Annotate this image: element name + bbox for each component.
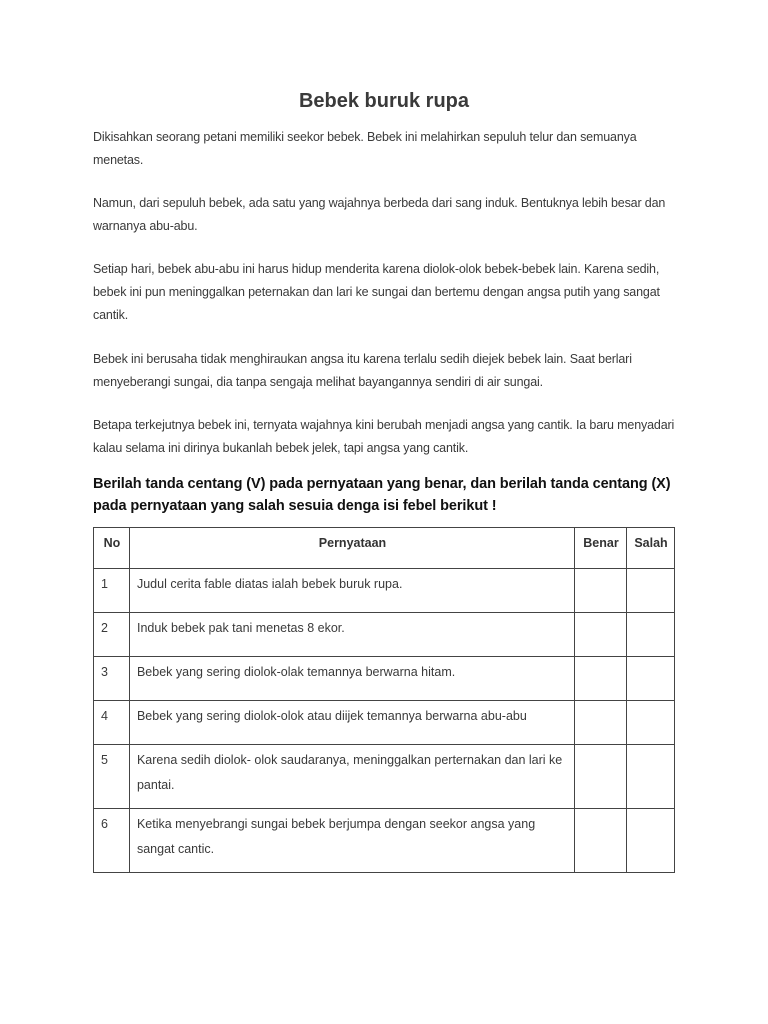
header-no: No xyxy=(94,528,130,569)
row-statement: Karena sedih diolok- olok saudaranya, meninggalkan perternakan dan lari ke pantai. xyxy=(129,745,574,809)
row-number: 4 xyxy=(94,701,130,745)
benar-answer-cell[interactable] xyxy=(575,809,627,873)
salah-answer-cell[interactable] xyxy=(627,745,675,809)
story-paragraph-1: Dikisahkan seorang petani memiliki seekor bebek. Bebek ini melahirkan sepuluh telur dan semuanya menetas. xyxy=(93,130,637,167)
salah-answer-cell[interactable] xyxy=(627,657,675,701)
header-statement: Pernyataan xyxy=(129,528,574,569)
row-number: 3 xyxy=(94,657,130,701)
document-title: Bebek buruk rupa xyxy=(298,90,470,112)
row-statement: Induk bebek pak tani menetas 8 ekor. xyxy=(129,613,574,657)
table-row xyxy=(94,701,675,745)
table-row xyxy=(94,613,675,657)
row-number: 1 xyxy=(94,569,130,613)
story-paragraph-3: Setiap hari, bebek abu-abu ini harus hidup menderita karena diolok-olok bebek-bebek lain. Karena sedih, bebek ini pun meninggalkan peternakan dan lari ke sungai dan bertemu dengan angsa putih yang sangat cantik. xyxy=(93,262,660,322)
quiz-instruction: Berilah tanda centang (V) pada pernyataan yang benar, dan berilah tanda centang (X) pada pernyataan yang salah sesuia denga isi febel berikut ! xyxy=(93,476,671,514)
row-statement: Ketika menyebrangi sungai bebek berjumpa dengan seekor angsa yang sangat cantic. xyxy=(129,809,574,873)
row-number: 6 xyxy=(94,809,130,873)
row-statement: Judul cerita fable diatas ialah bebek buruk rupa. xyxy=(129,569,574,613)
salah-answer-cell[interactable] xyxy=(627,569,675,613)
story-paragraph-4: Bebek ini berusaha tidak menghiraukan angsa itu karena terlalu sedih diejek bebek lain. Saat berlari menyeberangi sungai, dia tanpa sengaja melihat bayangannya sendiri di air sungai. xyxy=(93,352,632,389)
table-header-row xyxy=(94,528,675,569)
header-salah: Salah xyxy=(627,528,675,569)
row-statement: Bebek yang sering diolok-olak temannya berwarna hitam. xyxy=(129,657,574,701)
table-row xyxy=(94,745,675,809)
story-paragraph-2: Namun, dari sepuluh bebek, ada satu yang wajahnya berbeda dari sang induk. Bentuknya lebih besar dan warnanya abu-abu. xyxy=(93,196,666,233)
header-benar: Benar xyxy=(575,528,627,569)
table-row xyxy=(94,809,675,873)
salah-answer-cell[interactable] xyxy=(627,809,675,873)
salah-answer-cell[interactable] xyxy=(627,701,675,745)
row-number: 2 xyxy=(94,613,130,657)
table-row xyxy=(94,569,675,613)
row-number: 5 xyxy=(94,745,130,809)
quiz-table xyxy=(93,527,675,873)
benar-answer-cell[interactable] xyxy=(575,701,627,745)
benar-answer-cell[interactable] xyxy=(575,745,627,809)
row-statement: Bebek yang sering diolok-olok atau diijek temannya berwarna abu-abu xyxy=(129,701,574,745)
salah-answer-cell[interactable] xyxy=(627,613,675,657)
story-paragraph-5: Betapa terkejutnya bebek ini, ternyata wajahnya kini berubah menjadi angsa yang cantik. Ia baru menyadari kalau selama ini dirinya bukanlah bebek jelek, tapi angsa yang cantik. xyxy=(93,418,675,455)
benar-answer-cell[interactable] xyxy=(575,613,627,657)
benar-answer-cell[interactable] xyxy=(575,657,627,701)
table-row xyxy=(94,657,675,701)
benar-answer-cell[interactable] xyxy=(575,569,627,613)
